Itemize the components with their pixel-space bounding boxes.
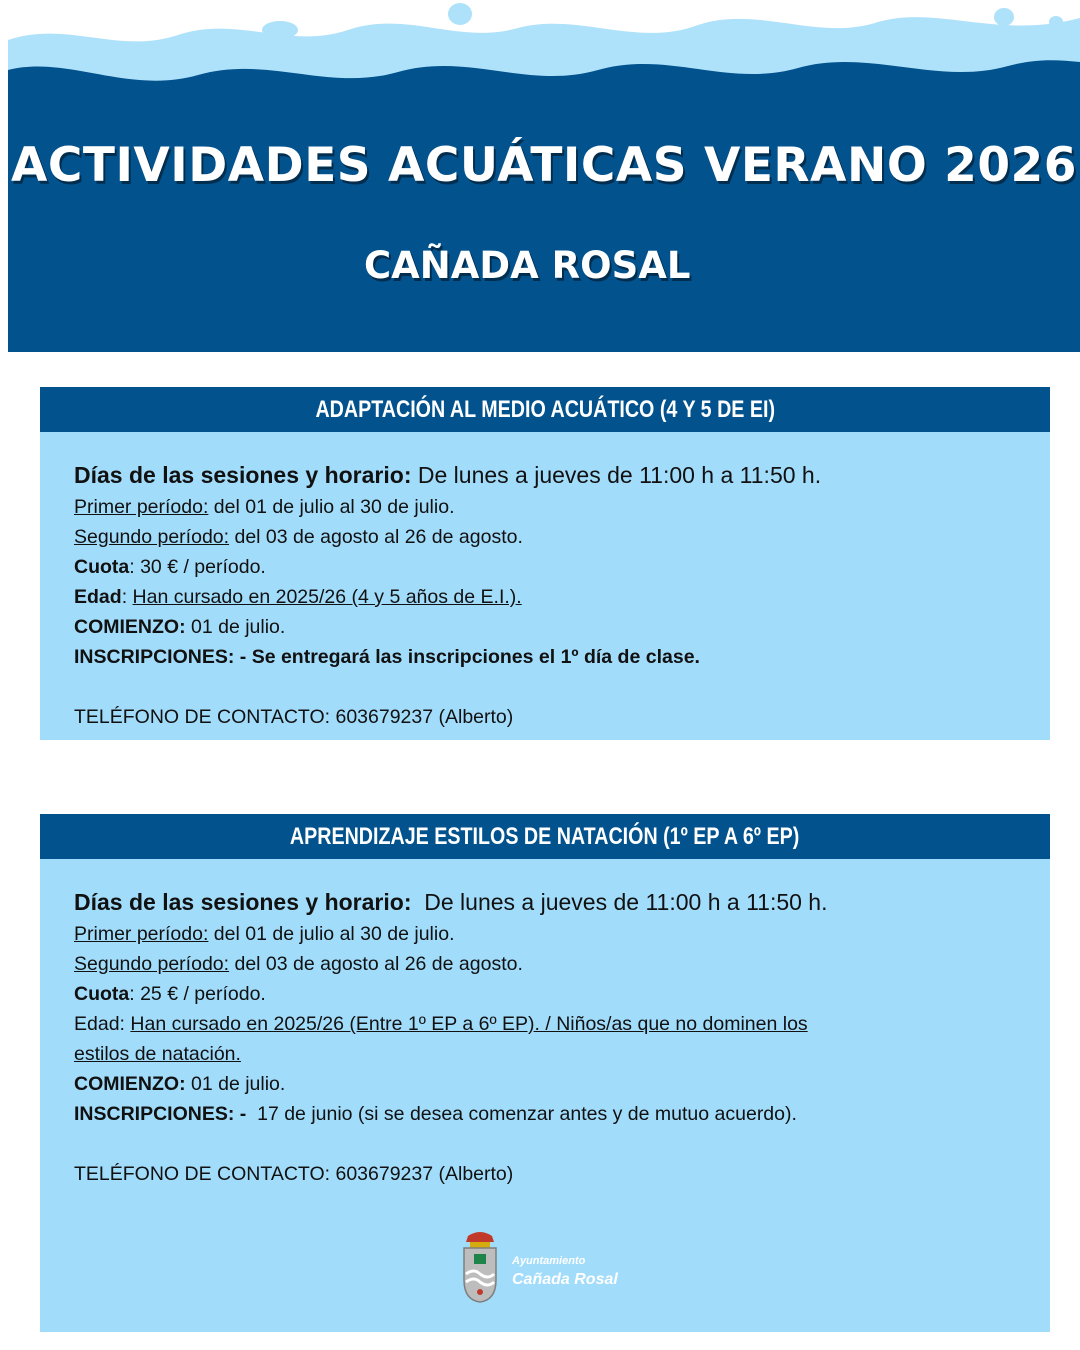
start-line: COMIENZO: 01 de julio. <box>74 1073 286 1095</box>
page-title: ACTIVIDADES ACUÁTICAS VERANO 2026 <box>11 138 1077 193</box>
header-banner <box>8 0 1080 352</box>
coat-of-arms-icon <box>460 1228 660 1308</box>
first-period-line: Primer período: del 01 de julio al 30 de julio. <box>74 496 455 518</box>
section-heading: APRENDIZAJE ESTILOS DE NATACIÓN (1º EP A 6º EP) <box>40 814 1050 859</box>
start-line: COMIENZO: 01 de julio. <box>74 616 286 638</box>
logo-label-bottom: Cañada Rosal <box>512 1271 618 1288</box>
schedule-line: Días de las sesiones y horario: De lunes a jueves de 11:00 h a 11:50 h. <box>74 462 822 488</box>
contact-phone: TELÉFONO DE CONTACTO: 603679237 (Alberto) <box>74 1163 514 1185</box>
page-subtitle: CAÑADA ROSAL <box>364 244 691 287</box>
registration-line: INSCRIPCIONES: - 17 de junio (si se desea comenzar antes y de mutuo acuerdo). <box>74 1103 797 1125</box>
schedule-line: Días de las sesiones y horario: De lunes a jueves de 11:00 h a 11:50 h. <box>74 889 828 915</box>
logo-label-top: Ayuntamiento <box>512 1255 586 1267</box>
section-adaptacion <box>40 387 1050 740</box>
age-line-continued: estilos de natación. <box>74 1043 241 1065</box>
registration-line: INSCRIPCIONES: - Se entregará las inscripciones el 1º día de clase. <box>74 646 700 668</box>
fee-line: Cuota: 25 € / período. <box>74 983 266 1005</box>
contact-phone: TELÉFONO DE CONTACTO: 603679237 (Alberto) <box>74 706 514 728</box>
age-line: Edad: Han cursado en 2025/26 (Entre 1º EP a 6º EP). / Niños/as que no dominen los <box>74 1013 808 1035</box>
second-period-line: Segundo período: del 03 de agosto al 26 de agosto. <box>74 526 523 548</box>
second-period-line: Segundo período: del 03 de agosto al 26 de agosto. <box>74 953 523 975</box>
fee-line: Cuota: 30 € / período. <box>74 556 266 578</box>
first-period-line: Primer período: del 01 de julio al 30 de julio. <box>74 923 455 945</box>
age-line: Edad: Han cursado en 2025/26 (4 y 5 años de E.I.). <box>74 586 522 608</box>
section-heading: ADAPTACIÓN AL MEDIO ACUÁTICO (4 Y 5 DE EI) <box>40 387 1050 432</box>
